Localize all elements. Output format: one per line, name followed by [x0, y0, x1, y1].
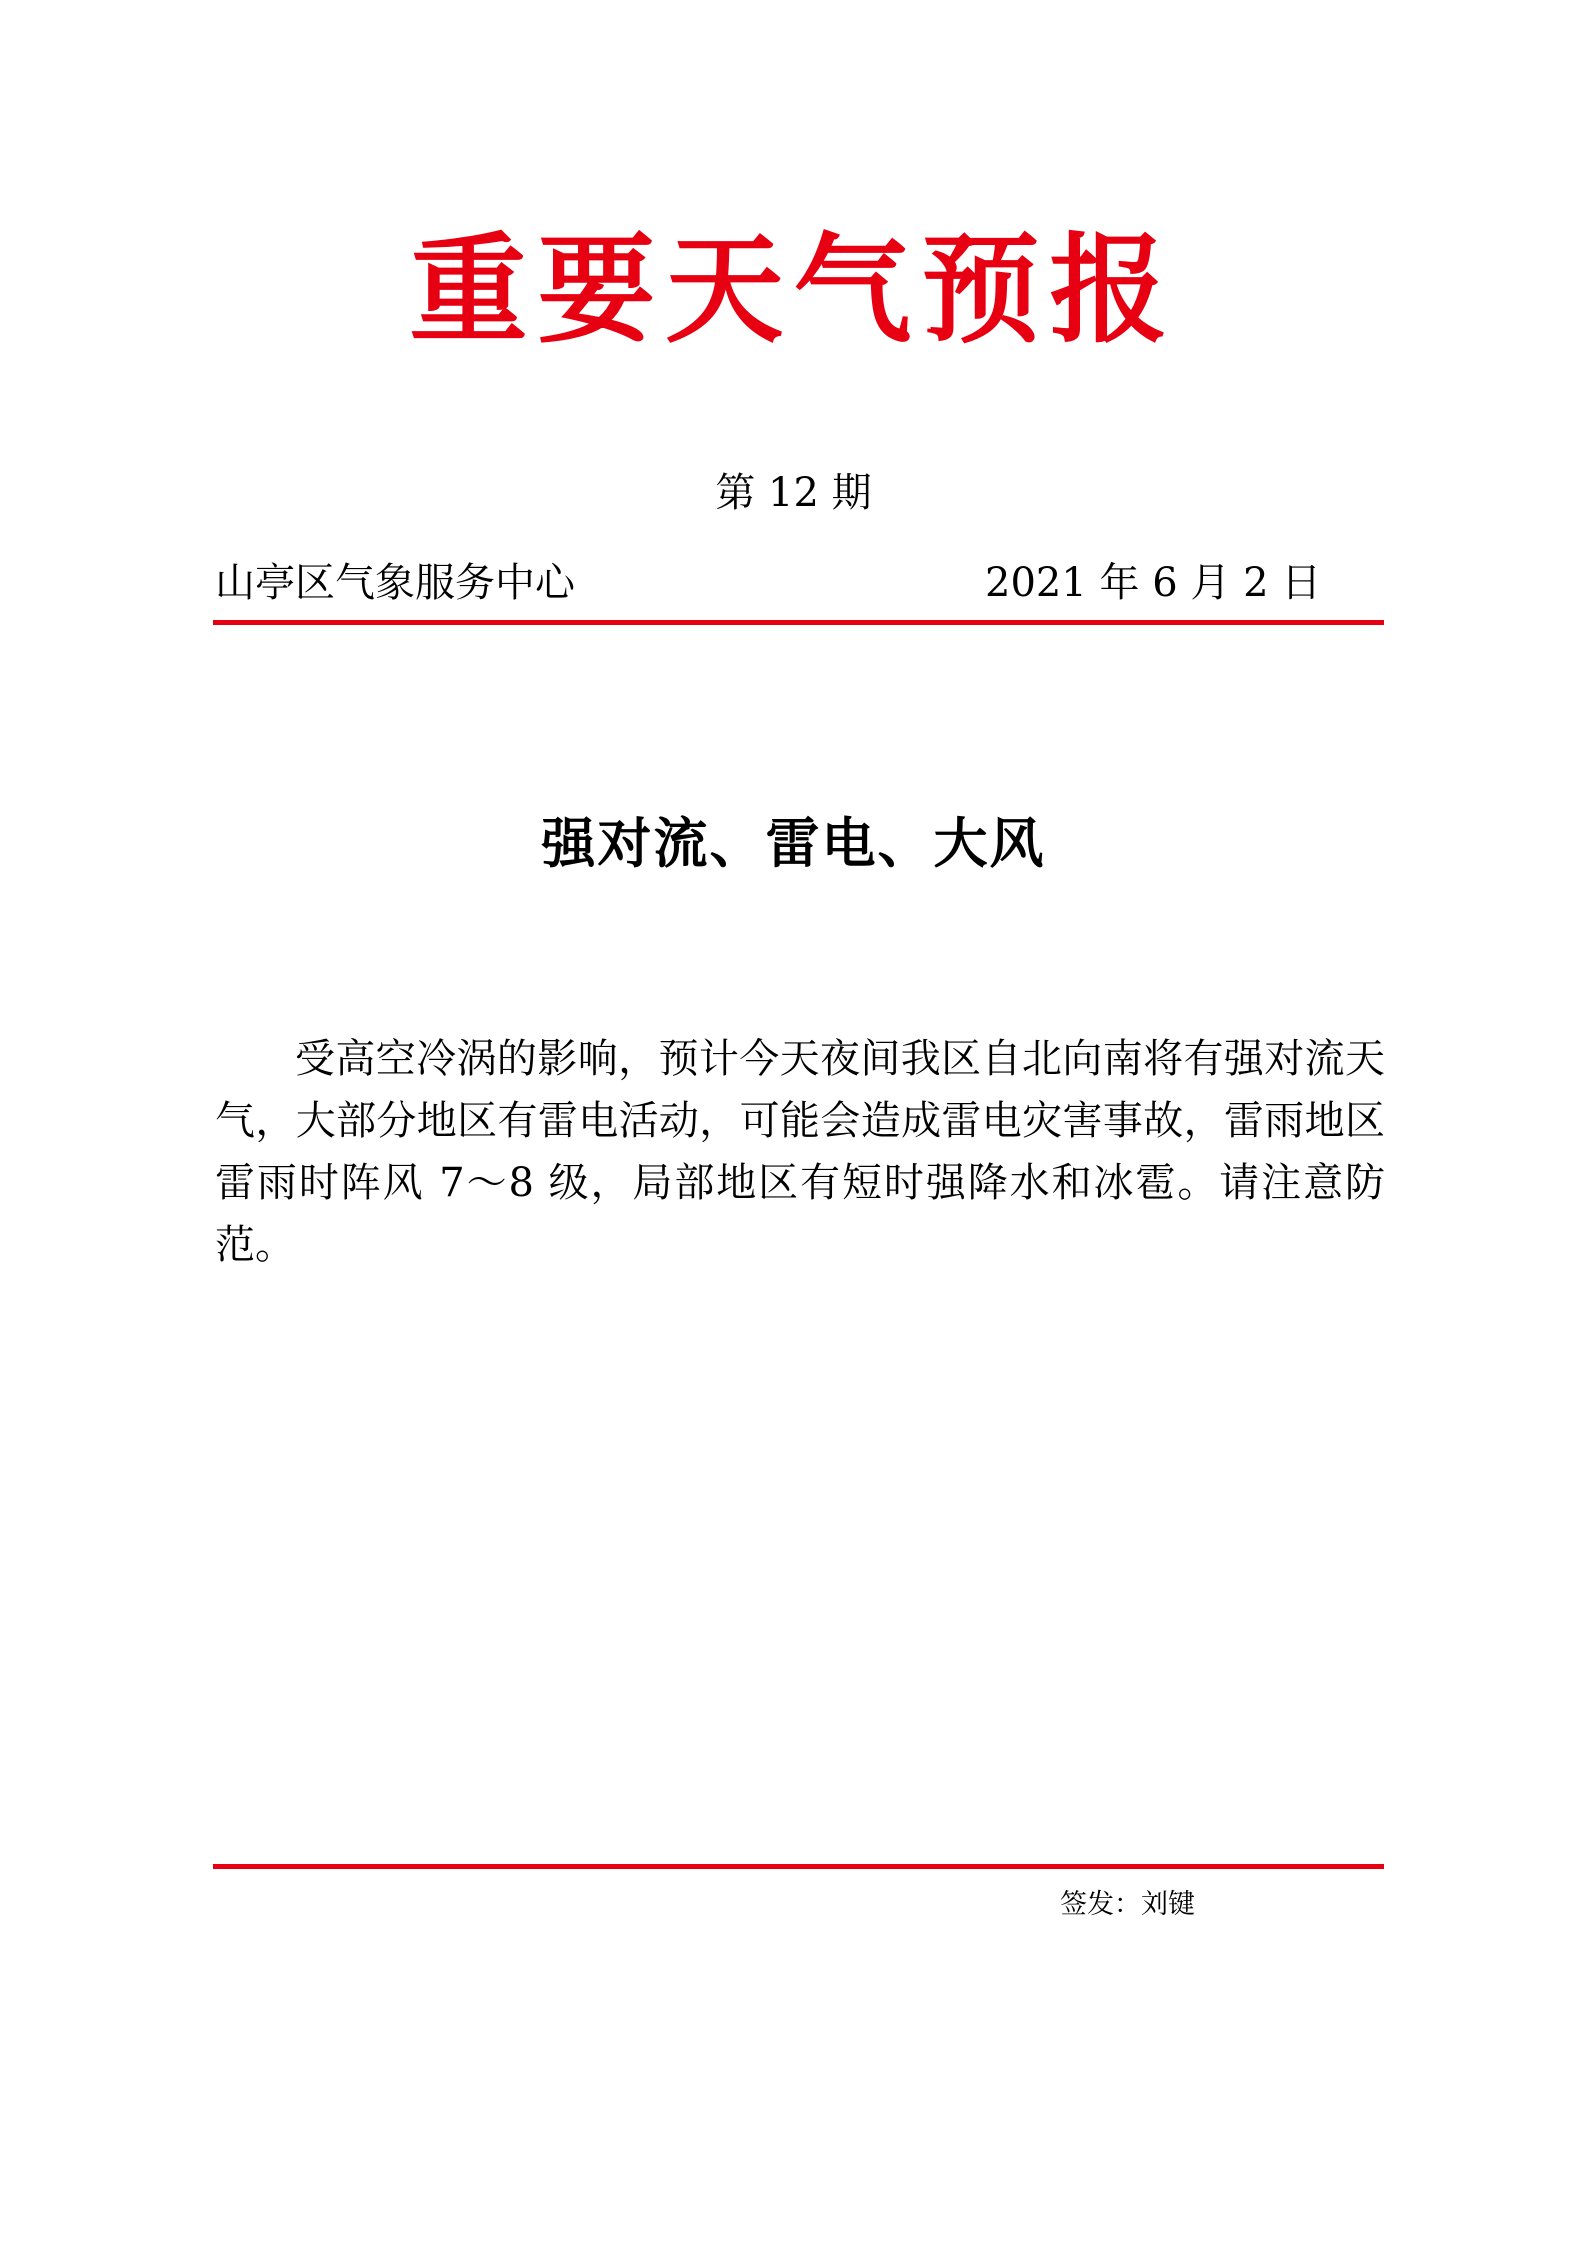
- body-paragraph: 受高空冷涡的影响，预计今天夜间我区自北向南将有强对流天气，大部分地区有雷电活动，可能会造成雷电灾害事故，雷雨地区雷雨时阵风 7～8 级，局部地区有短时强降水和冰雹。请注意防范。: [215, 1036, 1385, 1268]
- bottom-divider: [213, 1864, 1384, 1869]
- issue-date: 2021 年 6 月 2 日: [985, 560, 1322, 606]
- masthead-title: 重要天气预报: [409, 220, 1178, 359]
- issue-number: 第 12 期: [715, 470, 872, 516]
- issuer-name: 山亭区气象服务中心: [215, 560, 575, 606]
- top-divider: [213, 620, 1384, 625]
- signature: 签发：刘键: [1060, 1889, 1195, 1920]
- headline: 强对流、雷电、大风: [541, 811, 1046, 875]
